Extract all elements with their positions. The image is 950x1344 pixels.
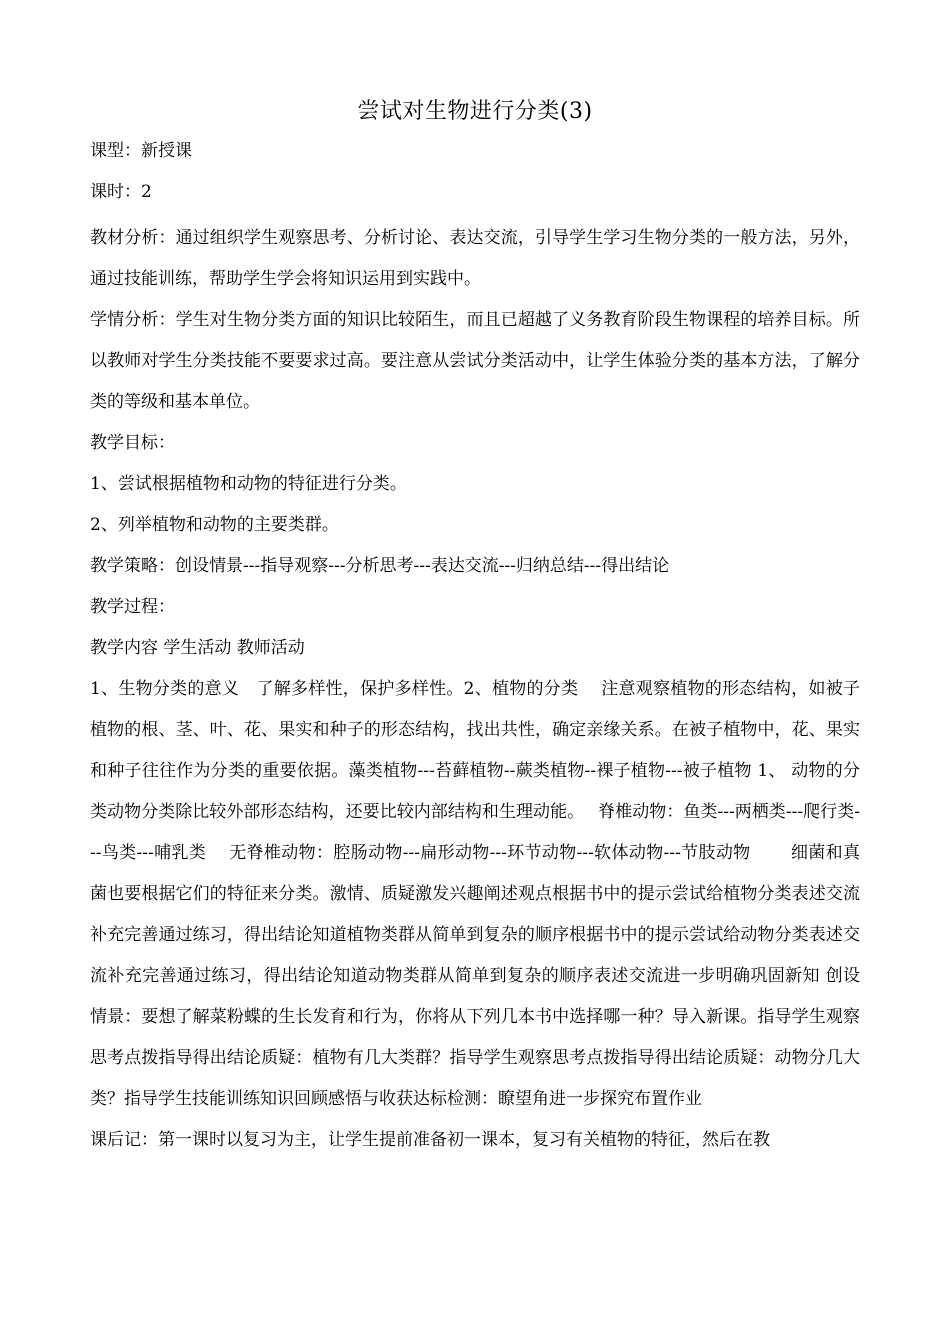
course-type: 课型：新授课 <box>90 141 192 161</box>
goal-item: 1、尝试根据植物和动物的特征进行分类。 <box>90 474 407 494</box>
document-page <box>90 96 860 1161</box>
goal-item: 2、列举植物和动物的主要类群。 <box>90 515 339 535</box>
process-columns: 教学内容 学生活动 教师活动 <box>90 638 305 658</box>
teaching-strategy: 教学策略：创设情景---指导观察---分析思考---表达交流---归纳总结---得出结论 <box>90 556 670 576</box>
goals-heading: 教学目标： <box>90 433 175 453</box>
document-title: 尝试对生物进行分类(3) <box>357 99 593 124</box>
postscript: 课后记：第一课时以复习为主，让学生提前准备初一课本，复习有关植物的特征，然后在教 <box>90 1130 770 1150</box>
class-hours: 课时：2 <box>90 182 152 202</box>
material-analysis: 教材分析：通过组织学生观察思考、分析讨论、表达交流，引导学生学习生物分类的一般方法，另外，通过技能训练，帮助学生学会将知识运用到实践中。 <box>90 228 860 289</box>
process-body: 1、生物分类的意义 了解多样性，保护多样性。2、植物的分类 注意观察植物的形态结构，如被子植物的根、茎、叶、花、果实和种子的形态结构，找出共性，确定亲缘关系。在被子植物中，花、果实和种子往往作为分类的重要依据。藻类植物---苔藓植物--蕨类植物--裸子植物---被子植物 1、 动物的分类动物分类除比较外部形态结构，还要比较内部结构和生理动能。 脊椎动物：鱼类---两栖类---爬行类---鸟类---哺乳类 无脊椎动物：腔肠动物---扁形动物---环节动物---软体动物---节肢动物 细菌和真菌也要根据它们的特征来分类。激情、质疑激发兴趣阐述观点根据书中的提示尝试给植物分类表述交流补充完善通过练习，得出结论知道植物类群从简单到复杂的顺序根据书中的提示尝试给动物分类表述交流补充完善通过练习，得出结论知道动物类群从简单到复杂的顺序表述交流进一步明确巩固新知 创设情景：要想了解菜粉蝶的生长发育和行为，你将从下列几本书中选择哪一种？导入新课。指导学生观察思考点拨指导得出结论质疑：植物有几大类群？指导学生观察思考点拨指导得出结论质疑：动物分几大类？指导学生技能训练知识回顾感悟与收获达标检测：瞭望角进一步探究布置作业 <box>90 679 860 1109</box>
student-analysis: 学情分析：学生对生物分类方面的知识比较陌生，而且已超越了义务教育阶段生物课程的培养目标。所以教师对学生分类技能不要要求过高。要注意从尝试分类活动中，让学生体验分类的基本方法，了解分类的等级和基本单位。 <box>90 310 860 412</box>
process-heading: 教学过程： <box>90 597 175 617</box>
